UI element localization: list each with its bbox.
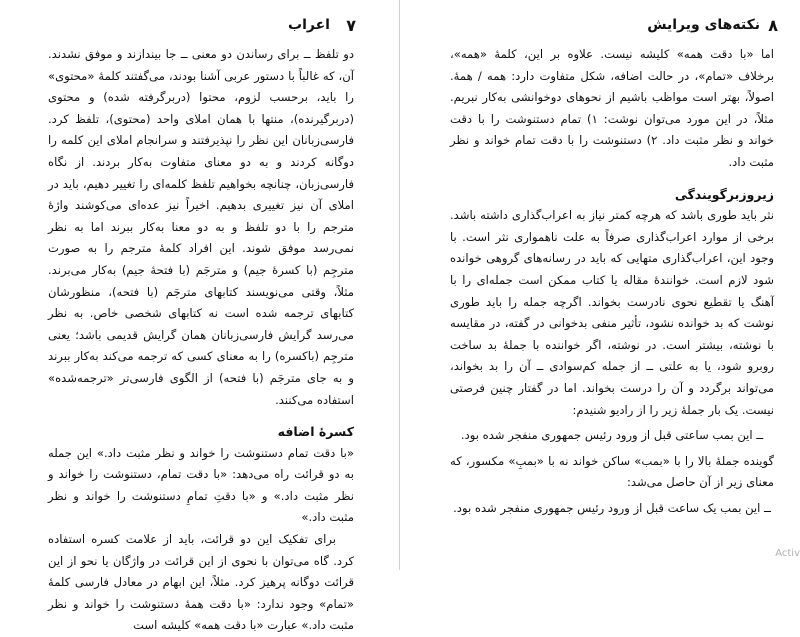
paragraph: گوینده جملهٔ بالا را با «بمب» ساکن خواند نه با «بمبِ» مکسور، که معنای زیر از آن حاصل می‌شد: xyxy=(450,453,774,490)
paragraph: «با دقت تمام دستنوشت را خواند و نظر مثبت داد.» این جمله به دو قرائت راه می‌دهد: «با دقت تمام، دستنوشت را خواند و نظر مثبت داد.» و «با دقتِ تمامِ دستنوشت را خواند و نظر مثبت داد.» xyxy=(48,445,354,525)
right-page xyxy=(400,0,800,570)
left-page xyxy=(0,0,400,633)
left-page-header xyxy=(0,16,400,38)
running-title: نکته‌های ویرایش xyxy=(647,17,760,33)
activation-watermark: Activ xyxy=(775,548,800,559)
section-title: کسرهٔ اضافه xyxy=(277,424,354,440)
section-title: زیروزبرگویندگی xyxy=(674,186,774,202)
page-number: ۸ xyxy=(768,16,778,35)
right-page-body xyxy=(450,44,774,519)
example-sentence: ــ این بمب یک ساعت قبل از ورود رئیس جمهوری منفجر شده بود. xyxy=(453,500,771,515)
running-title: اعراب xyxy=(288,17,330,33)
paragraph: اما «با دقت همه» کلیشه نیست. علاوه بر این، کلمهٔ «همه»، برخلاف «تمام»، در حالت اضافه، شکل متفاوت دارد: همه / همهٔ. اصولاً، بهتر است مواظب باشیم از نحوهای دوخوانشی به‌کار نبریم. مثلاً، در این مورد می‌توان نوشت: ۱) تمام دستنوشت را با دقت خواند و نظر مثبت داد. ۲) دستنوشت را با دقت تمام خواند و نظر مثبت داد. xyxy=(450,47,774,169)
paragraph: دو تلفظ ــ برای رساندن دو معنی ــ جا بیندازند و موفق نشدند. آن، که غالباً با دستور عربی آشنا بودند، می‌گفتند کلمهٔ «محتوی» را باید، برحسب لزوم، محتوا (دربرگرفته شده) و محتوی (دربرگیرنده)، منتها با همان املای واحد (محتوی)، تلفظ کرد. فارسی‌زبانان این نظر را نپذیرفتند و سرانجام املای این کلمه را دوگانه کردند و به دو معنای متفاوت به‌کار بردند. از نگاه فارسی‌زبان، چنانچه بخواهیم تلفظ کلمه‌ای را تغییر دهیم، باید در املای آن نیز تغییری بدهیم. اخیراً نیز عده‌ای می‌کوشند واژهٔ مترجم را با دو تلفظ و به دو معنا به‌کار ببرند اما به نظر نمی‌رسد موفق شوند. این افراد کلمهٔ مترجم را به صورت مترجِم (با کسرهٔ جیم) و مترجَم (با فتحهٔ جیم) به‌کار می‌برند. مثلاً، وقتی می‌نویسند کتابهای مترجَم (با فتحه)، منظورشان کتابهای ترجمه شده است نه کتابهای شخصی خاص. به نظر می‌رسد گرایش فارسی‌زبانان همان گرایش قدیمی باشد؛ یعنی مترجِم (باکسره) را به معنای کسی که ترجمه می‌کند به‌کار ببرند و به جای مترجَم (با فتحه) از الگوی فارسی‌تر «ترجمه‌شده» استفاده می‌کنند. xyxy=(48,47,354,407)
right-page-header xyxy=(400,16,800,38)
left-page-body xyxy=(48,44,354,637)
paragraph: نثر باید طوری باشد که هرچه کمتر نیاز به اعراب‌گذاری داشته باشد. برخی از موارد اعراب‌گذاری صرفاً به علت ناهمواری نثر است. با وجود این، اعراب‌گذاری متهایی که باید در رسانه‌های گروهی خوانده شود لازم است. خوانندهٔ مقاله یا کتاب ممکن است جمله‌ای را با آهنگ یا تقطیع نحوی نادرست بخواند. اگرچه جمله را باید طوری نوشت که بد خوانده نشود، تأثیر منفی بدخوانی در گفته، در مقایسه با نوشته، بیشتر است. در نوشته، اگر خواننده با جملهٔ بد ساخت روبرو شود، یا به علتی ــ از جمله کم‌سوادی ــ آن را بد بخواند، می‌تواند برگردد و آن را درست بخواند. اما در گفتار چنین فرصتی نیست. یک بار جملهٔ زیر را از رادیو شنیدم: xyxy=(450,208,774,417)
example-sentence: ــ این بمب ساعتی قبل از ورود رئیس جمهوری منفجر شده بود. xyxy=(460,428,764,443)
paragraph: برای تفکیک این دو قرائت، باید از علامت کسره استفاده کرد. گاه می‌توان با نحوی از این قرائت در واژگان یا نحو از این قرائت دوگانه پرهیز کرد. مثلاً، این ابهام در معادل فارسی کلمهٔ «تمام» وجود ندارد: «با دقت همهٔ دستنوشت را خواند و نظر مثبت داد.» عبارت «با دقت همه» کلیشه است xyxy=(48,532,354,633)
page-number: ۷ xyxy=(346,16,356,35)
